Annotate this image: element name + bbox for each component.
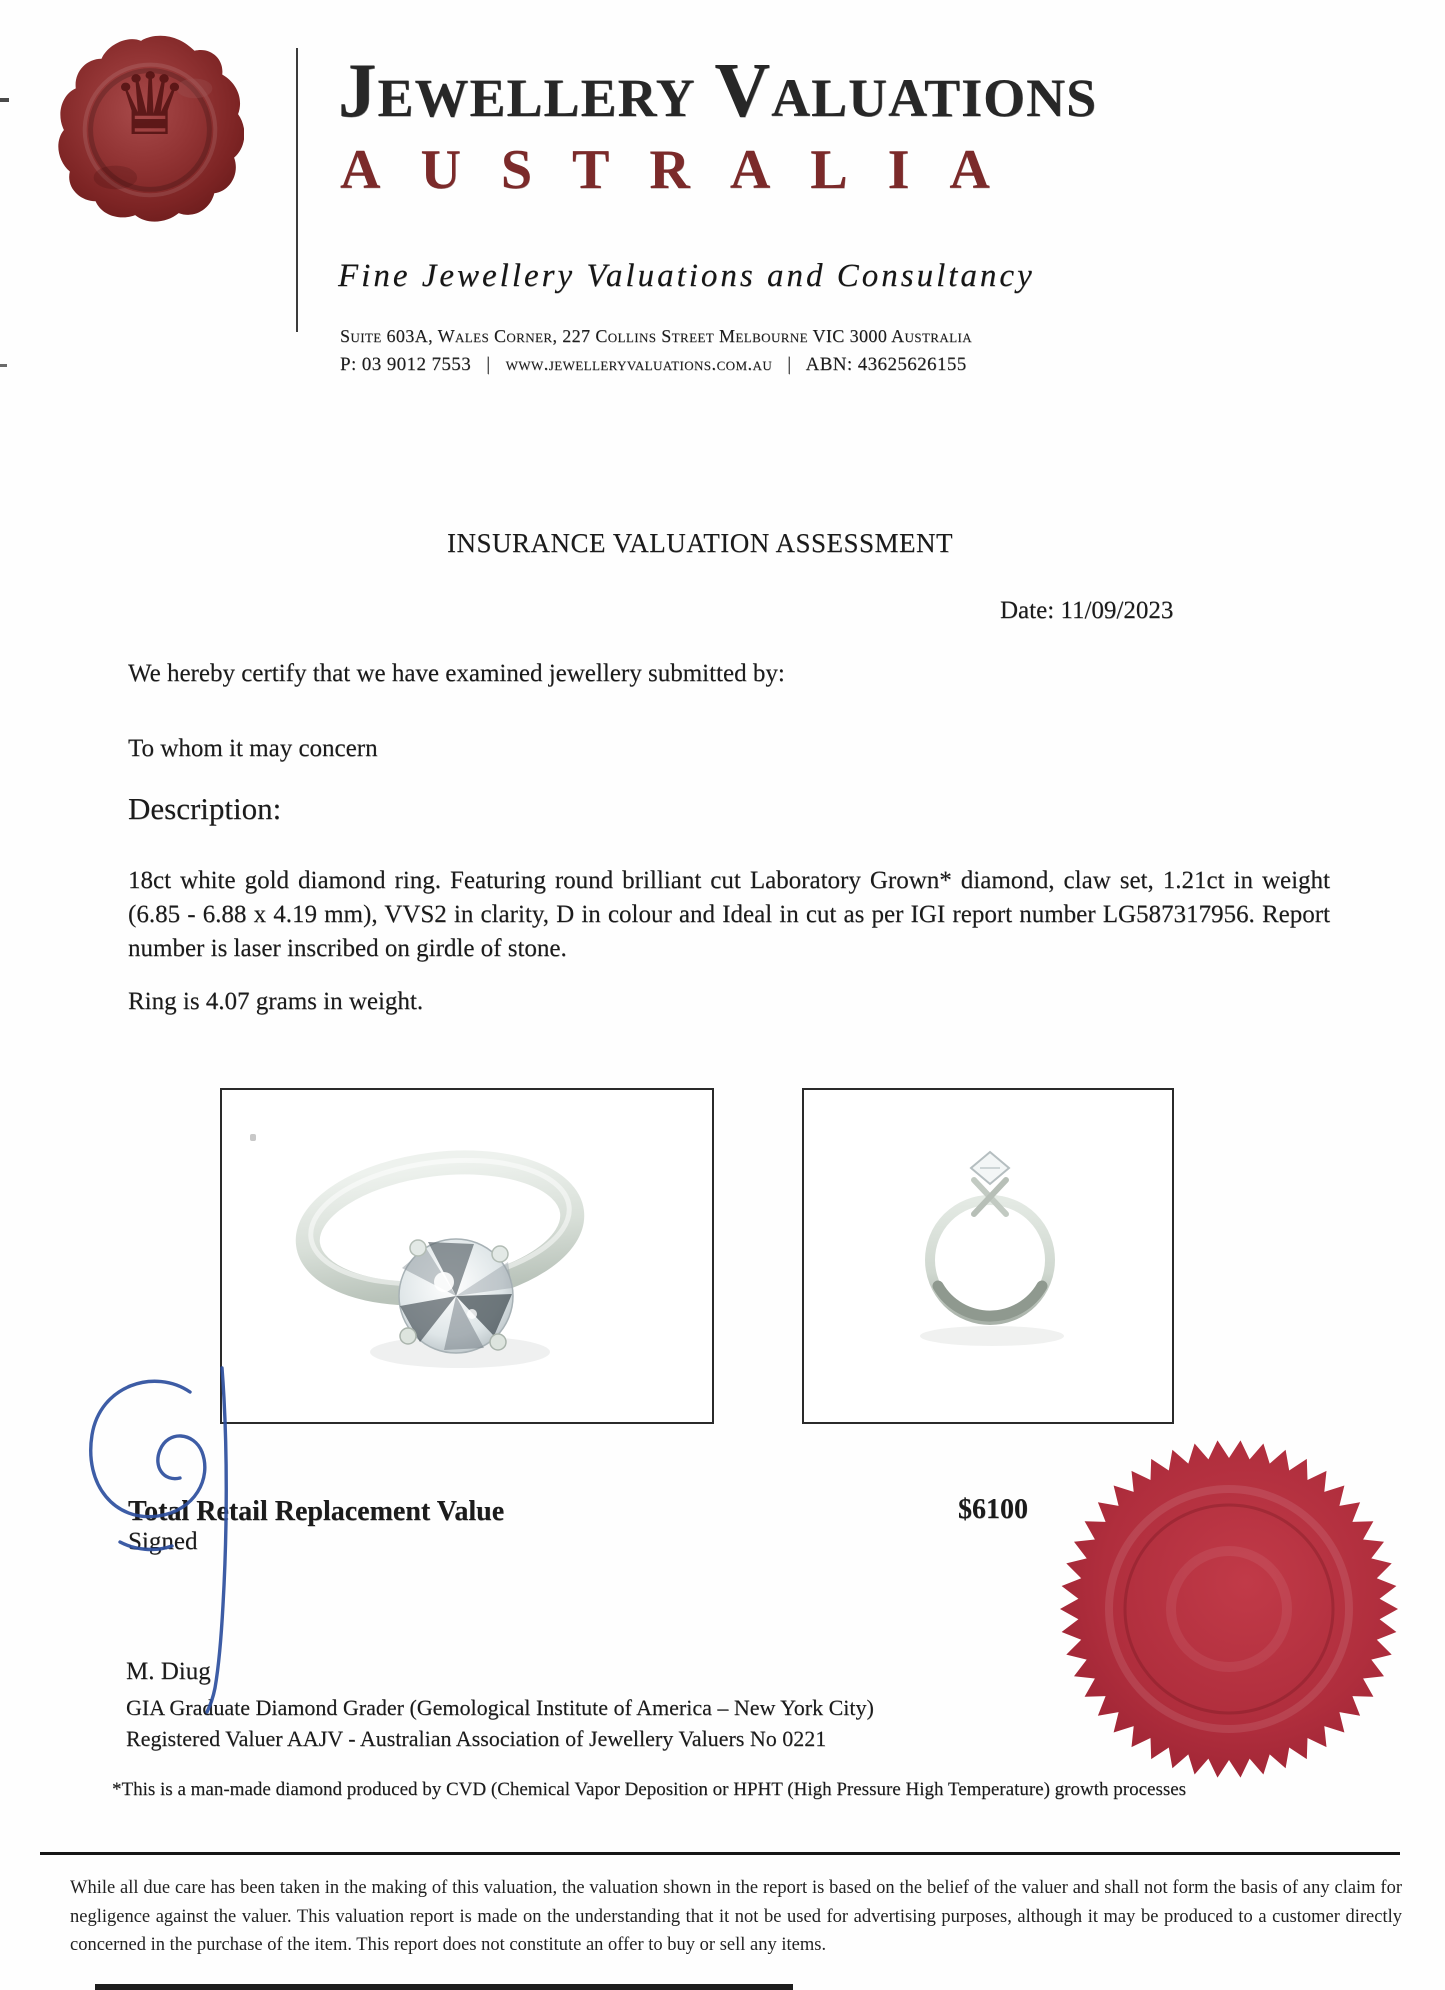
description-heading: Description: — [128, 791, 282, 826]
submitted-by-line: To whom it may concern — [128, 735, 378, 762]
date-line — [1000, 597, 1173, 625]
certify-line: We hereby certify that we have examined jewellery submitted by: — [128, 660, 785, 687]
valuer-credential-2: Registered Valuer AAJV - Australian Association of Jewellery Valuers No 0221 — [126, 1726, 827, 1751]
weight-line: Ring is 4.07 grams in weight. — [128, 988, 424, 1015]
document-title: INSURANCE VALUATION ASSESSMENT — [446, 528, 954, 558]
signed-label: Signed — [128, 1528, 198, 1555]
company-phone: P: 03 9012 7553 — [340, 354, 472, 375]
ring-side-view-image — [804, 1090, 1172, 1422]
company-website: www.jewelleryvaluations.com.au — [505, 354, 773, 375]
company-abn: ABN: 43625626155 — [805, 354, 967, 375]
scan-artifact — [0, 364, 7, 367]
footer-rule — [40, 1852, 1400, 1855]
scan-artifact — [95, 1984, 793, 1990]
contact-separator: | — [486, 354, 491, 375]
photo-ring-side-view — [802, 1088, 1174, 1424]
valuer-name: M. Diug — [126, 1658, 211, 1685]
valuation-amount: $6100 — [958, 1494, 1028, 1525]
brand-tagline: Fine Jewellery Valuations and Consultancy — [338, 258, 1035, 294]
scan-artifact — [250, 1134, 256, 1141]
lab-grown-footnote: *This is a man-made diamond produced by CVD (Chemical Vapor Deposition or HPHT (High Pressure High Temperature) growth processes — [112, 1779, 1187, 1800]
scan-artifact — [0, 98, 9, 102]
valuer-credential-1: GIA Graduate Diamond Grader (Gemological Institute of America – New York City) — [126, 1695, 874, 1720]
header-divider — [296, 48, 298, 332]
date-value: 11/09/2023 — [1060, 597, 1174, 624]
company-contact-line — [340, 354, 967, 376]
valuation-label: Total Retail Replacement Value — [128, 1496, 505, 1527]
crown-icon: ♛ — [111, 55, 189, 155]
wax-seal-logo — [56, 28, 244, 226]
signature-ink — [60, 1350, 320, 1730]
disclaimer-text: While all due care has been taken in the making of this valuation, the valuation shown in the report is based on the belief of the valuer and shall not form the basis of any claim for negligence against the valuer. This valuation report is made on the understanding that it not be used for advertising purposes, although it may be produced to a customer directly concerned in the purchase of the item. This report does not constitute an offer to buy or sell any items. — [70, 1878, 1402, 1955]
description-paragraph: 18ct white gold diamond ring. Featuring round brilliant cut Laboratory Grown* diamond, claw set, 1.21ct in weight (6.85 - 6.88 x 4.19 mm), VVS2 in clarity, D in colour and Ideal in cut as per IGI report number LG587317956. Report number is laser inscribed on girdle of stone. — [128, 867, 1330, 962]
contact-separator: | — [787, 354, 792, 375]
date-label: Date: — [1000, 597, 1055, 624]
company-address: Suite 603A, Wales Corner, 227 Collins Street Melbourne VIC 3000 Australia — [340, 326, 972, 346]
brand-name: Jewellery Valuations — [338, 47, 1098, 133]
red-notary-seal — [1058, 1438, 1400, 1780]
brand-country: AUSTRALIA — [340, 139, 1030, 201]
